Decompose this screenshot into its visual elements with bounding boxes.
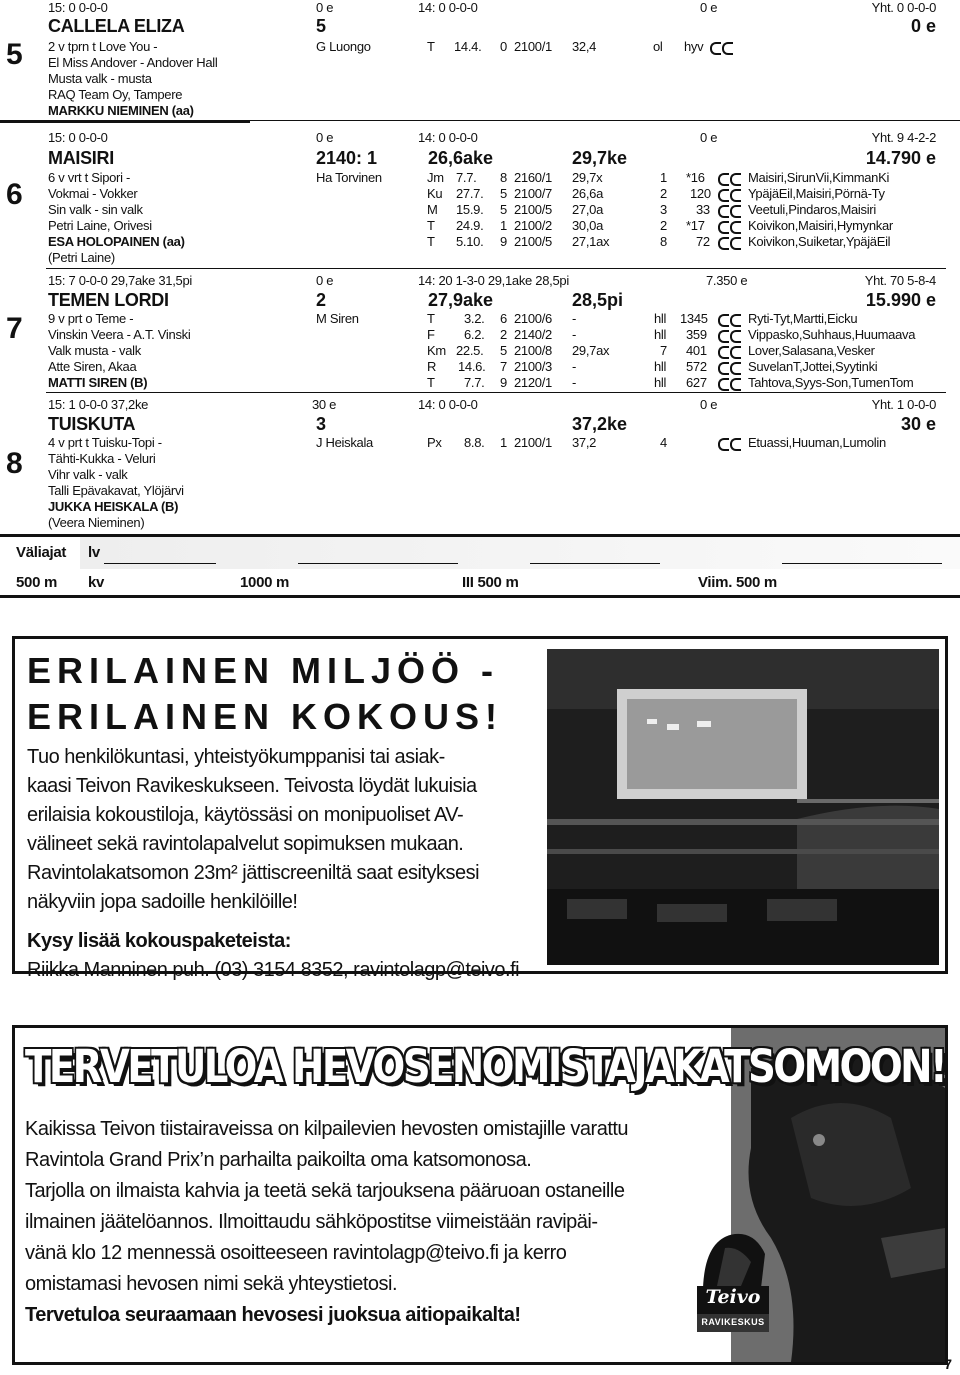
- pedigree-line: El Miss Andover - Andover Hall: [48, 55, 218, 70]
- iii500-label: III 500 m: [462, 574, 519, 591]
- ad-body-line: vänä klo 12 mennessä osoitteeseen ravintolagp@teivo.fi ja kerro: [25, 1242, 567, 1264]
- start-row: [316, 359, 946, 374]
- ad-body-line: omistamasi hevosen nimi sekä yhteystietosi.: [25, 1273, 397, 1295]
- stats-2014: 14: 20 1-3-0 29,1ake 28,5pi: [418, 273, 569, 288]
- horse-name: TUISKUTA: [48, 414, 136, 434]
- top3: YpäjäEil,Maisiri,Pörnä-Ty: [748, 186, 885, 201]
- distance: 2100/1: [514, 435, 552, 450]
- horse-name: MAISIRI: [48, 148, 114, 168]
- track: T: [427, 39, 435, 54]
- placing: hll: [654, 311, 667, 326]
- top3: Ryti-Tyt,Martti,Eicku: [748, 311, 858, 326]
- start-row: [316, 202, 946, 217]
- shoes-icon: [716, 438, 742, 449]
- date: 27.7.: [456, 186, 484, 201]
- stats-total: Yht. 70 5-8-4: [864, 273, 936, 288]
- post: 1: [500, 218, 507, 233]
- stats-2015: 15: 0 0-0-0: [48, 130, 108, 145]
- pedigree-line: 6 v vrt t Sipori -: [48, 170, 131, 185]
- post: 9: [500, 234, 507, 249]
- trainer-line: ESA HOLOPAINEN (aa): [48, 234, 185, 249]
- time: 26,6a: [572, 186, 604, 201]
- odds: 627: [686, 375, 707, 390]
- track-number: 5: [316, 16, 327, 36]
- earnings-2015: 30 e: [312, 397, 337, 412]
- teivo-logo: [695, 1228, 771, 1336]
- track: M: [427, 202, 438, 217]
- colors-line: Sin valk - sin valk: [48, 202, 143, 217]
- date: 5.10.: [456, 234, 484, 249]
- odds: 401: [686, 343, 707, 358]
- top3: Vippasko,Suhhaus,Huumaava: [748, 327, 916, 342]
- time: 32,4: [572, 39, 597, 54]
- start-row: [316, 186, 946, 201]
- odds: *17: [686, 218, 705, 233]
- record-volt: 28,5pi: [572, 290, 624, 310]
- driver: G Luongo: [316, 39, 371, 54]
- odds: 1345: [680, 311, 708, 326]
- ad-body-line: Tuo henkilökuntasi, yhteistyökumppanisi tai asiak-: [27, 746, 445, 768]
- post: 1: [500, 435, 507, 450]
- date: 7.7.: [456, 170, 477, 185]
- earnings-2015: 0 e: [316, 0, 334, 15]
- divider: [46, 268, 946, 269]
- ad-body-line: Kaikissa Teivon tiistairaveissa on kilpailevien hevosten omistajille varattu: [25, 1118, 629, 1140]
- divider: [0, 120, 250, 123]
- ad-contact: Riikka Manninen puh. (03) 3154 8352, ravintolagp@teivo.fi: [27, 959, 520, 981]
- track: R: [427, 359, 437, 374]
- time: -: [572, 311, 577, 326]
- distance: 2100/6: [514, 311, 552, 326]
- ad-body-line: erilaisia kokoustiloja, käytössäsi on monipuoliset AV-: [27, 804, 464, 826]
- post: 5: [500, 343, 507, 358]
- odds: 72: [696, 234, 710, 249]
- colors-line: Valk musta - valk: [48, 343, 141, 358]
- viim500-label: Viim. 500 m: [698, 574, 777, 591]
- start-row: [316, 311, 946, 326]
- odds: hyv: [684, 39, 704, 54]
- owner-line: Atte Siren, Akaa: [48, 359, 137, 374]
- top3: Etuassi,Huuman,Lumolin: [748, 435, 886, 450]
- start-rows: [316, 311, 946, 391]
- distance: 2100/2: [514, 218, 552, 233]
- shoes-icon: [716, 189, 742, 200]
- grandstand-photo-art: [547, 649, 939, 965]
- earnings-2015: 0 e: [316, 130, 334, 145]
- owner-line: Petri Laine, Orivesi: [48, 218, 152, 233]
- odds: 359: [686, 327, 707, 342]
- record-volt: 37,2ke: [572, 414, 628, 434]
- pedigree-line: 9 v prt o Teme -: [48, 311, 134, 326]
- blank-line: [782, 563, 942, 564]
- post: 6: [500, 311, 507, 326]
- logo-subtext: RAVIKESKUS: [701, 1317, 765, 1327]
- stats-2014: 14: 0 0-0-0: [418, 130, 478, 145]
- start-row: [316, 170, 946, 185]
- shoes-icon: [716, 314, 742, 325]
- trainer-line: MARKKU NIEMINEN (aa): [48, 103, 194, 118]
- placing: hll: [654, 327, 667, 342]
- ad-body-line: ilmainen jäätelöannos. Ilmoittaudu sähköpostitse viimeistään ravipäi-: [25, 1211, 598, 1233]
- total-earnings: 15.990 e: [865, 290, 936, 310]
- stats-total: Yht. 9 4-2-2: [871, 130, 936, 145]
- start-row: [316, 435, 946, 451]
- stats-2015: 15: 7 0-0-0 29,7ake 31,5pi: [48, 273, 192, 288]
- date: 24.9.: [456, 218, 484, 233]
- distance: 2160/1: [514, 170, 552, 185]
- record-auto: 27,9ake: [428, 290, 494, 310]
- shoes-icon: [716, 173, 742, 184]
- shoes-icon: [716, 346, 742, 357]
- earnings-2014: 0 e: [700, 130, 718, 145]
- odds: 120: [690, 186, 711, 201]
- pedigree-line: Vinskin Veera - A.T. Vinski: [48, 327, 191, 342]
- shoes-icon: [716, 205, 742, 216]
- start-row: [316, 218, 946, 233]
- date: 7.7.: [464, 375, 485, 390]
- post: 8: [500, 170, 507, 185]
- blank-line: [530, 563, 660, 564]
- divider: [46, 392, 946, 393]
- track: T: [427, 234, 435, 249]
- track-number: 2: [316, 290, 327, 310]
- top3: Lover,Salasana,Vesker: [748, 343, 875, 358]
- start-number: 7: [6, 312, 23, 345]
- top3: Koivikon,Suiketar,YpäjäEil: [748, 234, 891, 249]
- top3: Koivikon,Maisiri,Hymynkar: [748, 218, 893, 233]
- top3: SuvelanT,Jottei,Syytinki: [748, 359, 878, 374]
- grandstand-photo: [547, 649, 939, 965]
- driver: Ha Torvinen: [316, 170, 382, 185]
- time: 29,7x: [572, 170, 603, 185]
- top3: Veetuli,Pindaros,Maisiri: [748, 202, 876, 217]
- ad-owners-stand: [12, 1025, 948, 1365]
- total-earnings: 30 e: [900, 414, 936, 434]
- ad-meeting: [12, 636, 948, 981]
- placing: 8: [660, 234, 667, 249]
- placing: hll: [654, 375, 667, 390]
- time: 27,0a: [572, 202, 604, 217]
- placing: ol: [653, 39, 663, 54]
- track: Ku: [427, 186, 443, 201]
- start-number: 5: [6, 38, 23, 71]
- distance: 2100/3: [514, 359, 552, 374]
- placing: 3: [660, 202, 667, 217]
- date: 3.2.: [464, 311, 485, 326]
- m500-label: 500 m: [16, 574, 58, 591]
- ad-body-line: Ravintolakatsomon 23m² jättiscreeniltä saat esityksesi: [27, 862, 480, 884]
- owner-line: Talli Epävakavat, Ylöjärvi: [48, 483, 184, 498]
- distance: 2120/1: [514, 375, 552, 390]
- odds: 572: [686, 359, 707, 374]
- pedigree-line: 2 v tprn t Love You -: [48, 39, 158, 54]
- odds: *16: [686, 170, 705, 185]
- ad-title-line1: ERILAINEN MILJÖÖ -: [27, 650, 500, 691]
- date: 14.4.: [454, 39, 482, 54]
- ad-closing: Tervetuloa seuraamaan hevosesi juoksua aitiopaikalta!: [25, 1304, 521, 1326]
- date: 15.9.: [456, 202, 484, 217]
- placing: hll: [654, 359, 667, 374]
- pedigree-line: Tähti-Kukka - Veluri: [48, 451, 156, 466]
- distance: 2100/7: [514, 186, 552, 201]
- record-volt: 29,7ke: [572, 148, 628, 168]
- date: 22.5.: [456, 343, 484, 358]
- kv-label: kv: [88, 574, 105, 591]
- track: F: [427, 327, 435, 342]
- placing: 2: [660, 218, 667, 233]
- earnings-2015: 0 e: [316, 273, 334, 288]
- ad-body-line: näkyviin jopa sadoille henkilöille!: [27, 891, 298, 913]
- time: -: [572, 327, 577, 342]
- total-earnings: 0 e: [910, 16, 936, 36]
- post: 5: [500, 202, 507, 217]
- stats-2015: 15: 0 0-0-0: [48, 0, 108, 15]
- page-number: 7: [944, 1356, 952, 1372]
- time: 30,0a: [572, 218, 604, 233]
- track: Jm: [427, 170, 444, 185]
- post: 7: [500, 359, 507, 374]
- shoes-icon: [708, 42, 734, 53]
- time: 29,7ax: [572, 343, 610, 358]
- stats-2014: 14: 0 0-0-0: [418, 0, 478, 15]
- placing: 7: [660, 343, 667, 358]
- time: -: [572, 375, 577, 390]
- colors-line: Vihr valk - valk: [48, 467, 128, 482]
- horse-name: TEMEN LORDI: [48, 290, 169, 310]
- post: 2: [500, 327, 507, 342]
- date: 8.8.: [464, 435, 485, 450]
- placing: 2: [660, 186, 667, 201]
- start-row: [316, 343, 946, 358]
- post: 9: [500, 375, 507, 390]
- earnings-2014: 0 e: [700, 0, 718, 15]
- placing: 1: [660, 170, 667, 185]
- track: Km: [427, 343, 446, 358]
- divider: [250, 120, 960, 121]
- track: T: [427, 218, 435, 233]
- horse-name: CALLELA ELIZA: [48, 16, 185, 36]
- start-row: [316, 375, 946, 390]
- total-earnings: 14.790 e: [865, 148, 936, 168]
- date: 6.2.: [464, 327, 485, 342]
- shoes-icon: [716, 362, 742, 373]
- date: 14.6.: [458, 359, 486, 374]
- track-record: 2140: 1: [316, 148, 378, 168]
- ad-body: [27, 743, 537, 985]
- odds: 33: [696, 202, 710, 217]
- ad-body-line: Tarjolla on ilmaista kahvia ja teetä sekä tarjouksena pääruoan ostaneille: [25, 1180, 625, 1202]
- start-number: 8: [6, 447, 23, 480]
- blank-line: [104, 563, 216, 564]
- distance: 2100/1: [514, 39, 552, 54]
- track: T: [427, 375, 435, 390]
- start-row: [316, 234, 946, 249]
- start-number: 6: [6, 178, 23, 211]
- split-label: Väliajat: [16, 544, 67, 561]
- track: T: [427, 311, 435, 326]
- start-row: [316, 327, 946, 342]
- distance: 2100/5: [514, 202, 552, 217]
- split-times-row: [0, 537, 960, 569]
- blank-line: [298, 563, 458, 564]
- post: 0: [500, 39, 507, 54]
- m1000-label: 1000 m: [240, 574, 290, 591]
- distance: 2100/8: [514, 343, 552, 358]
- shoes-icon: [716, 221, 742, 232]
- divider: [0, 595, 960, 598]
- trainer-line: JUKKA HEISKALA (B): [48, 499, 179, 514]
- stats-total: Yht. 1 0-0-0: [871, 397, 936, 412]
- lv-label: lv: [88, 544, 100, 561]
- post: 5: [500, 186, 507, 201]
- top3: Maisiri,SirunVii,KimmanKi: [748, 170, 890, 185]
- top3: Tahtova,Syys-Son,TumenTom: [748, 375, 914, 390]
- trainer-line: MATTI SIREN (B): [48, 375, 148, 390]
- ad-body-line: kaasi Teivon Ravikeskukseen. Teivosta löydät lukuisia: [27, 775, 477, 797]
- pedigree-line: 4 v prt t Tuisku-Topi -: [48, 435, 162, 450]
- earnings-2014: 7.350 e: [706, 273, 748, 288]
- owner-line: RAQ Team Oy, Tampere: [48, 87, 183, 102]
- driver-line: (Veera Nieminen): [48, 515, 145, 530]
- shoes-icon: [716, 330, 742, 341]
- split-times-row: [0, 569, 960, 595]
- logo-wordmark: Teivo: [705, 1286, 761, 1308]
- earnings-2014: 0 e: [700, 397, 718, 412]
- time: -: [572, 359, 577, 374]
- start-rows: [316, 170, 946, 250]
- ad-body-line: Ravintola Grand Prix’n parhailta paikoilta oma katsomonosa.: [25, 1149, 532, 1171]
- record-auto: 26,6ake: [428, 148, 494, 168]
- ad-cta: Kysy lisää kokouspaketeista:: [27, 930, 291, 952]
- track-number: 3: [316, 414, 327, 434]
- distance: 2140/2: [514, 327, 552, 342]
- ad-body: [25, 1114, 745, 1331]
- placing: 4: [660, 435, 667, 450]
- distance: 2100/5: [514, 234, 552, 249]
- colors-line: Musta valk - musta: [48, 71, 152, 86]
- shoes-icon: [716, 237, 742, 248]
- stats-2015: 15: 1 0-0-0 37,2ke: [48, 397, 149, 412]
- stats-total: Yht. 0 0-0-0: [871, 0, 936, 15]
- ad-body-line: välineet sekä ravintolapalvelut sopimuksen mukaan.: [27, 833, 464, 855]
- pedigree-line: Vokmai - Vokker: [48, 186, 138, 201]
- stats-2014: 14: 0 0-0-0: [418, 397, 478, 412]
- driver-line: (Petri Laine): [48, 250, 115, 265]
- track: Px: [427, 435, 442, 450]
- ad-title: TERVETULOA HEVOSENOMISTAJAKATSOMOON!: [25, 1040, 946, 1093]
- shoes-icon: [716, 378, 742, 389]
- driver: M Siren: [316, 311, 359, 326]
- time: 27,1ax: [572, 234, 610, 249]
- ad-title-line2: ERILAINEN KOKOUS!: [27, 696, 504, 737]
- driver: J Heiskala: [316, 435, 373, 450]
- time: 37,2: [572, 435, 597, 450]
